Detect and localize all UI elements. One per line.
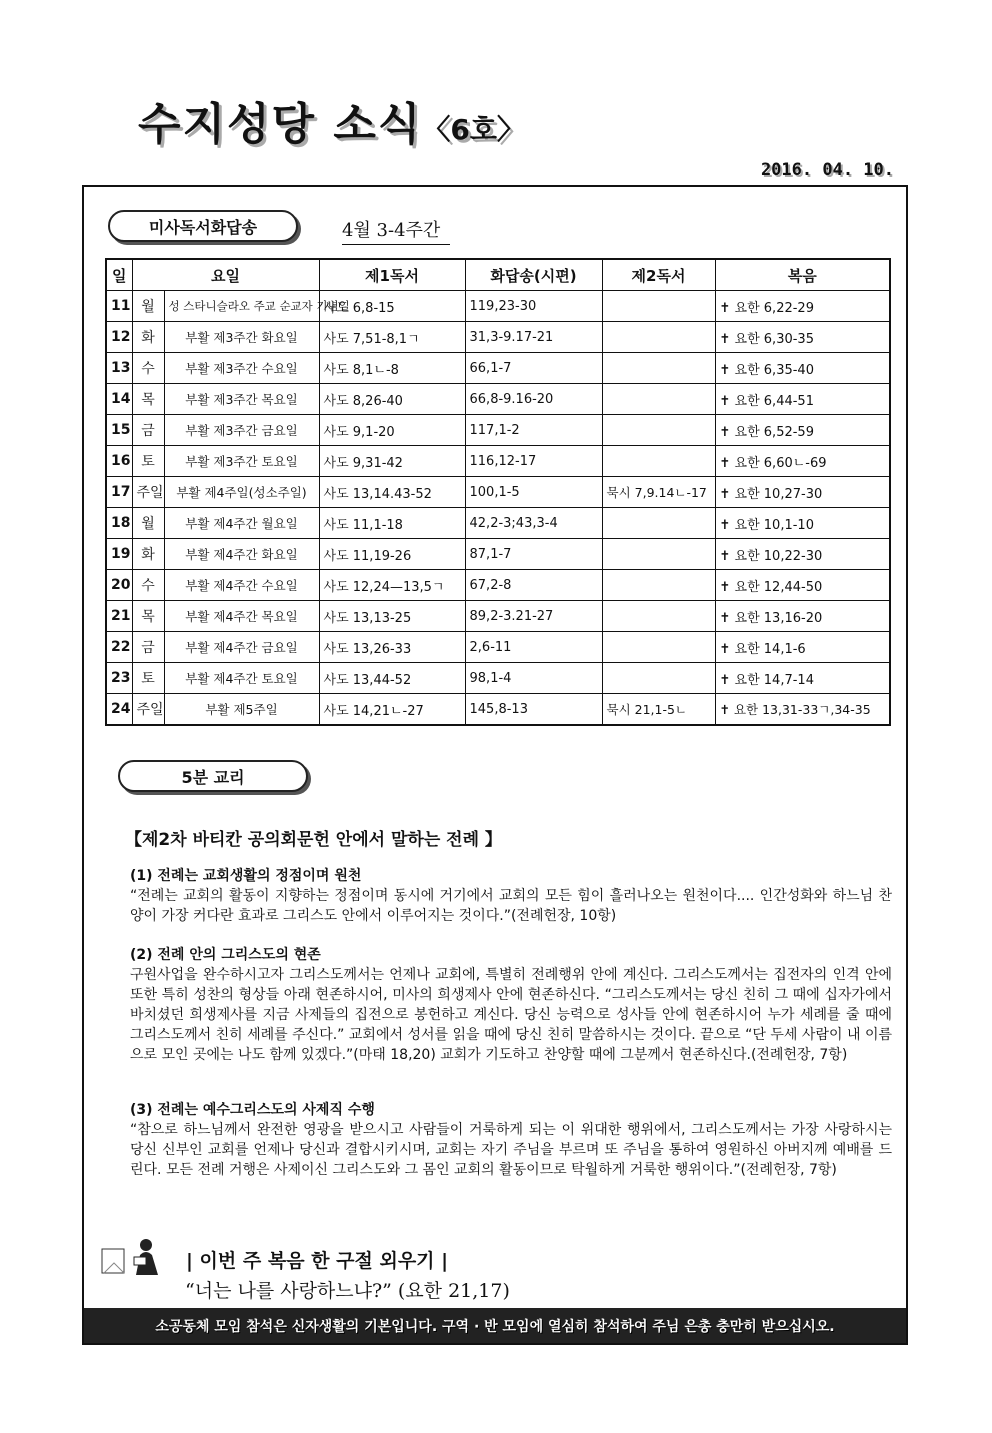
- psalm-cell: 145,8-13: [465, 694, 602, 726]
- psalm-cell: 89,2-3.21-27: [465, 601, 602, 632]
- table-row: [106, 663, 890, 694]
- weekday-cell: 목: [132, 384, 164, 415]
- gospel-cell: ✝ 요한 10,27-30: [715, 477, 890, 508]
- first-reading-cell: 사도 11,19-26: [319, 539, 465, 570]
- doctrine-item-title: (3) 전례는 예수그리스도의 사제직 수행: [130, 1102, 375, 1118]
- col-gospel: 복음: [715, 259, 890, 291]
- day-cell: 13: [106, 353, 132, 384]
- table-header-row: [106, 259, 890, 291]
- table-row: [106, 508, 890, 539]
- table-row: [106, 477, 890, 508]
- second-reading-cell: 묵시 21,1-5ㄴ: [602, 694, 715, 726]
- psalm-cell: 116,12-17: [465, 446, 602, 477]
- first-reading-cell: 사도 9,1-20: [319, 415, 465, 446]
- first-reading-cell: 사도 8,26-40: [319, 384, 465, 415]
- day-cell: 17: [106, 477, 132, 508]
- day-cell: 20: [106, 570, 132, 601]
- table-row: [106, 601, 890, 632]
- day-cell: 22: [106, 632, 132, 663]
- psalm-cell: 2,6-11: [465, 632, 602, 663]
- weekday-cell: 수: [132, 353, 164, 384]
- second-reading-cell: 묵시 7,9.14ㄴ-17: [602, 477, 715, 508]
- first-reading-cell: 사도 13,44-52: [319, 663, 465, 694]
- col-second-reading: 제2독서: [602, 259, 715, 291]
- second-reading-cell: [602, 291, 715, 322]
- weekday-cell: 목: [132, 601, 164, 632]
- day-cell: 21: [106, 601, 132, 632]
- feast-cell: 부활 제4주간 금요일: [164, 632, 319, 663]
- readings-table: [105, 258, 891, 726]
- weekday-cell: 월: [132, 508, 164, 539]
- week-label: 4월 3-4주간: [342, 216, 450, 245]
- first-reading-cell: 사도 11,1-18: [319, 508, 465, 539]
- doctrine-item-2: [130, 945, 892, 1065]
- table-row: [106, 570, 890, 601]
- first-reading-cell: 사도 7,51-8,1ㄱ: [319, 322, 465, 353]
- gospel-cell: ✝ 요한 13,16-20: [715, 601, 890, 632]
- table-row: [106, 446, 890, 477]
- gospel-cell: ✝ 요한 12,44-50: [715, 570, 890, 601]
- table-row: [106, 384, 890, 415]
- day-cell: 11: [106, 291, 132, 322]
- first-reading-cell: 사도 12,24—13,5ㄱ: [319, 570, 465, 601]
- col-day: 일: [106, 259, 132, 291]
- doctrine-heading: 【제2차 바티칸 공의회문헌 안에서 말하는 전례 】: [125, 830, 502, 850]
- day-cell: 15: [106, 415, 132, 446]
- second-reading-cell: [602, 415, 715, 446]
- gospel-cell: ✝ 요한 6,35-40: [715, 353, 890, 384]
- day-cell: 24: [106, 694, 132, 726]
- feast-cell: 부활 제3주간 수요일: [164, 353, 319, 384]
- gospel-cell: ✝ 요한 14,1-6: [715, 632, 890, 663]
- day-cell: 23: [106, 663, 132, 694]
- readings-section-label: 미사독서화답송: [108, 210, 298, 242]
- first-reading-cell: 사도 14,21ㄴ-27: [319, 694, 465, 726]
- second-reading-cell: [602, 570, 715, 601]
- doctrine-item-title: (1) 전례는 교회생활의 정점이며 원천: [130, 868, 362, 884]
- gospel-cell: ✝ 요한 6,44-51: [715, 384, 890, 415]
- footer-banner: 소공동체 모임 참석은 신자생활의 기본입니다. 구역 · 반 모임에 열심히 참석하여 주님 은총 충만히 받으십시오.: [84, 1308, 906, 1343]
- gospel-cell: ✝ 요한 6,60ㄴ-69: [715, 446, 890, 477]
- table-row: [106, 415, 890, 446]
- second-reading-cell: [602, 446, 715, 477]
- gospel-cell: ✝ 요한 6,30-35: [715, 322, 890, 353]
- psalm-cell: 67,2-8: [465, 570, 602, 601]
- feast-cell: 부활 제3주간 토요일: [164, 446, 319, 477]
- table-row: [106, 291, 890, 322]
- feast-cell: 성 스타니슬라오 주교 순교자 기념일: [164, 291, 319, 322]
- issue-number: 〈6호〉: [422, 113, 525, 146]
- feast-cell: 부활 제4주간 수요일: [164, 570, 319, 601]
- gospel-cell: ✝ 요한 10,1-10: [715, 508, 890, 539]
- psalm-cell: 31,3-9.17-21: [465, 322, 602, 353]
- col-psalm: 화답송(시편): [465, 259, 602, 291]
- second-reading-cell: [602, 601, 715, 632]
- doctrine-item-body: “참으로 하느님께서 완전한 영광을 받으시고 사람들이 거룩하게 되는 이 위대한 행위에서, 그리스도께서는 가장 사랑하시는 당신 신부인 교회를 언제나 당신과 결합시키시며, 교회는 자기 주님을 부르며 또 주님을 통하여 영원하신 아버지께 예배를 드린다. 모든 전례 거행은 사제이신 그리스도와 그 몸인 교회의 활동이므로 탁월하게 거룩한 행위이다.”(전례헌장, 7항): [130, 1122, 892, 1178]
- doctrine-item-3: [130, 1100, 892, 1180]
- feast-cell: 부활 제4주간 목요일: [164, 601, 319, 632]
- gospel-cell: ✝ 요한 6,22-29: [715, 291, 890, 322]
- weekday-cell: 토: [132, 663, 164, 694]
- feast-cell: 부활 제3주간 화요일: [164, 322, 319, 353]
- weekday-cell: 토: [132, 446, 164, 477]
- first-reading-cell: 사도 13,13-25: [319, 601, 465, 632]
- day-cell: 16: [106, 446, 132, 477]
- weekday-cell: 월: [132, 291, 164, 322]
- first-reading-cell: 사도 13,14.43-52: [319, 477, 465, 508]
- gospel-cell: ✝ 요한 13,31-33ㄱ,34-35: [715, 694, 890, 726]
- issue-date: 2016. 04. 10.: [760, 160, 894, 180]
- weekday-cell: 주일: [132, 477, 164, 508]
- feast-cell: 부활 제4주일(성소주일): [164, 477, 319, 508]
- day-cell: 12: [106, 322, 132, 353]
- first-reading-cell: 사도 8,1ㄴ-8: [319, 353, 465, 384]
- col-weekday: 요일: [132, 259, 319, 291]
- gospel-cell: ✝ 요한 14,7-14: [715, 663, 890, 694]
- weekday-cell: 화: [132, 539, 164, 570]
- table-row: [106, 539, 890, 570]
- table-row: [106, 694, 890, 726]
- reader-illustration-icon: [100, 1235, 162, 1277]
- title-text: 수지성당 소식: [138, 99, 423, 150]
- doctrine-item-body: 구원사업을 완수하시고자 그리스도께서는 언제나 교회에, 특별히 전례행위 안에 계신다. 그리스도께서는 집전자의 인격 안에 또한 특히 성찬의 형상들 아래 현존하시어, 미사의 희생제사 안에 현존하신다. “그리스도께서는 당신 친히 그 때에 십자가에서 바치셨던 희생제사를 지금 사제들의 집전으로 봉헌하고 계신다. 당신 능력으로 성사들 안에 현존하시어 누가 세례를 줄 때에 그리스도께서 친히 세례를 주신다.” 교회에서 성서를 읽을 때에 당신 친히 말씀하시는 것이다. 끝으로 “단 두세 사람이 내 이름으로 모인 곳에는 나도 함께 있겠다.”(마태 18,20) 교회가 기도하고 찬양할 때에 그분께서 현존하신다.(전례헌장, 7항): [130, 967, 892, 1063]
- feast-cell: 부활 제5주일: [164, 694, 319, 726]
- second-reading-cell: [602, 663, 715, 694]
- psalm-cell: 119,23-30: [465, 291, 602, 322]
- day-cell: 14: [106, 384, 132, 415]
- weekday-cell: 금: [132, 415, 164, 446]
- table-row: [106, 353, 890, 384]
- col-first-reading: 제1독서: [319, 259, 465, 291]
- newsletter-title: [138, 88, 525, 152]
- day-cell: 19: [106, 539, 132, 570]
- psalm-cell: 117,1-2: [465, 415, 602, 446]
- first-reading-cell: 사도 9,31-42: [319, 446, 465, 477]
- table-row: [106, 632, 890, 663]
- feast-cell: 부활 제3주간 목요일: [164, 384, 319, 415]
- psalm-cell: 87,1-7: [465, 539, 602, 570]
- psalm-cell: 66,8-9.16-20: [465, 384, 602, 415]
- first-reading-cell: 사도 6,8-15: [319, 291, 465, 322]
- second-reading-cell: [602, 384, 715, 415]
- doctrine-item-title: (2) 전례 안의 그리스도의 현존: [130, 947, 321, 963]
- weekday-cell: 화: [132, 322, 164, 353]
- second-reading-cell: [602, 632, 715, 663]
- table-row: [106, 322, 890, 353]
- first-reading-cell: 사도 13,26-33: [319, 632, 465, 663]
- feast-cell: 부활 제4주간 월요일: [164, 508, 319, 539]
- weekday-cell: 금: [132, 632, 164, 663]
- feast-cell: 부활 제3주간 금요일: [164, 415, 319, 446]
- gospel-cell: ✝ 요한 6,52-59: [715, 415, 890, 446]
- second-reading-cell: [602, 353, 715, 384]
- second-reading-cell: [602, 322, 715, 353]
- feast-cell: 부활 제4주간 토요일: [164, 663, 319, 694]
- day-cell: 18: [106, 508, 132, 539]
- psalm-cell: 66,1-7: [465, 353, 602, 384]
- memory-verse: “너는 나를 사랑하느냐?” (요한 21,17): [185, 1280, 510, 1302]
- weekday-cell: 주일: [132, 694, 164, 726]
- second-reading-cell: [602, 508, 715, 539]
- psalm-cell: 100,1-5: [465, 477, 602, 508]
- feast-cell: 부활 제4주간 화요일: [164, 539, 319, 570]
- weekday-cell: 수: [132, 570, 164, 601]
- second-reading-cell: [602, 539, 715, 570]
- doctrine-section-label: 5분 교리: [118, 760, 308, 792]
- doctrine-item-body: “전례는 교회의 활동이 지향하는 정점이며 동시에 거기에서 교회의 모든 힘이 흘러나오는 원천이다.... 인간성화와 하느님 찬양이 가장 커다란 효과로 그리스도 안에서 이루어지는 것이다.”(전례헌장, 10항): [130, 888, 892, 924]
- gospel-cell: ✝ 요한 10,22-30: [715, 539, 890, 570]
- psalm-cell: 42,2-3;43,3-4: [465, 508, 602, 539]
- doctrine-item-1: [130, 866, 892, 926]
- psalm-cell: 98,1-4: [465, 663, 602, 694]
- memory-verse-title: | 이번 주 복음 한 구절 외우기 |: [186, 1250, 449, 1272]
